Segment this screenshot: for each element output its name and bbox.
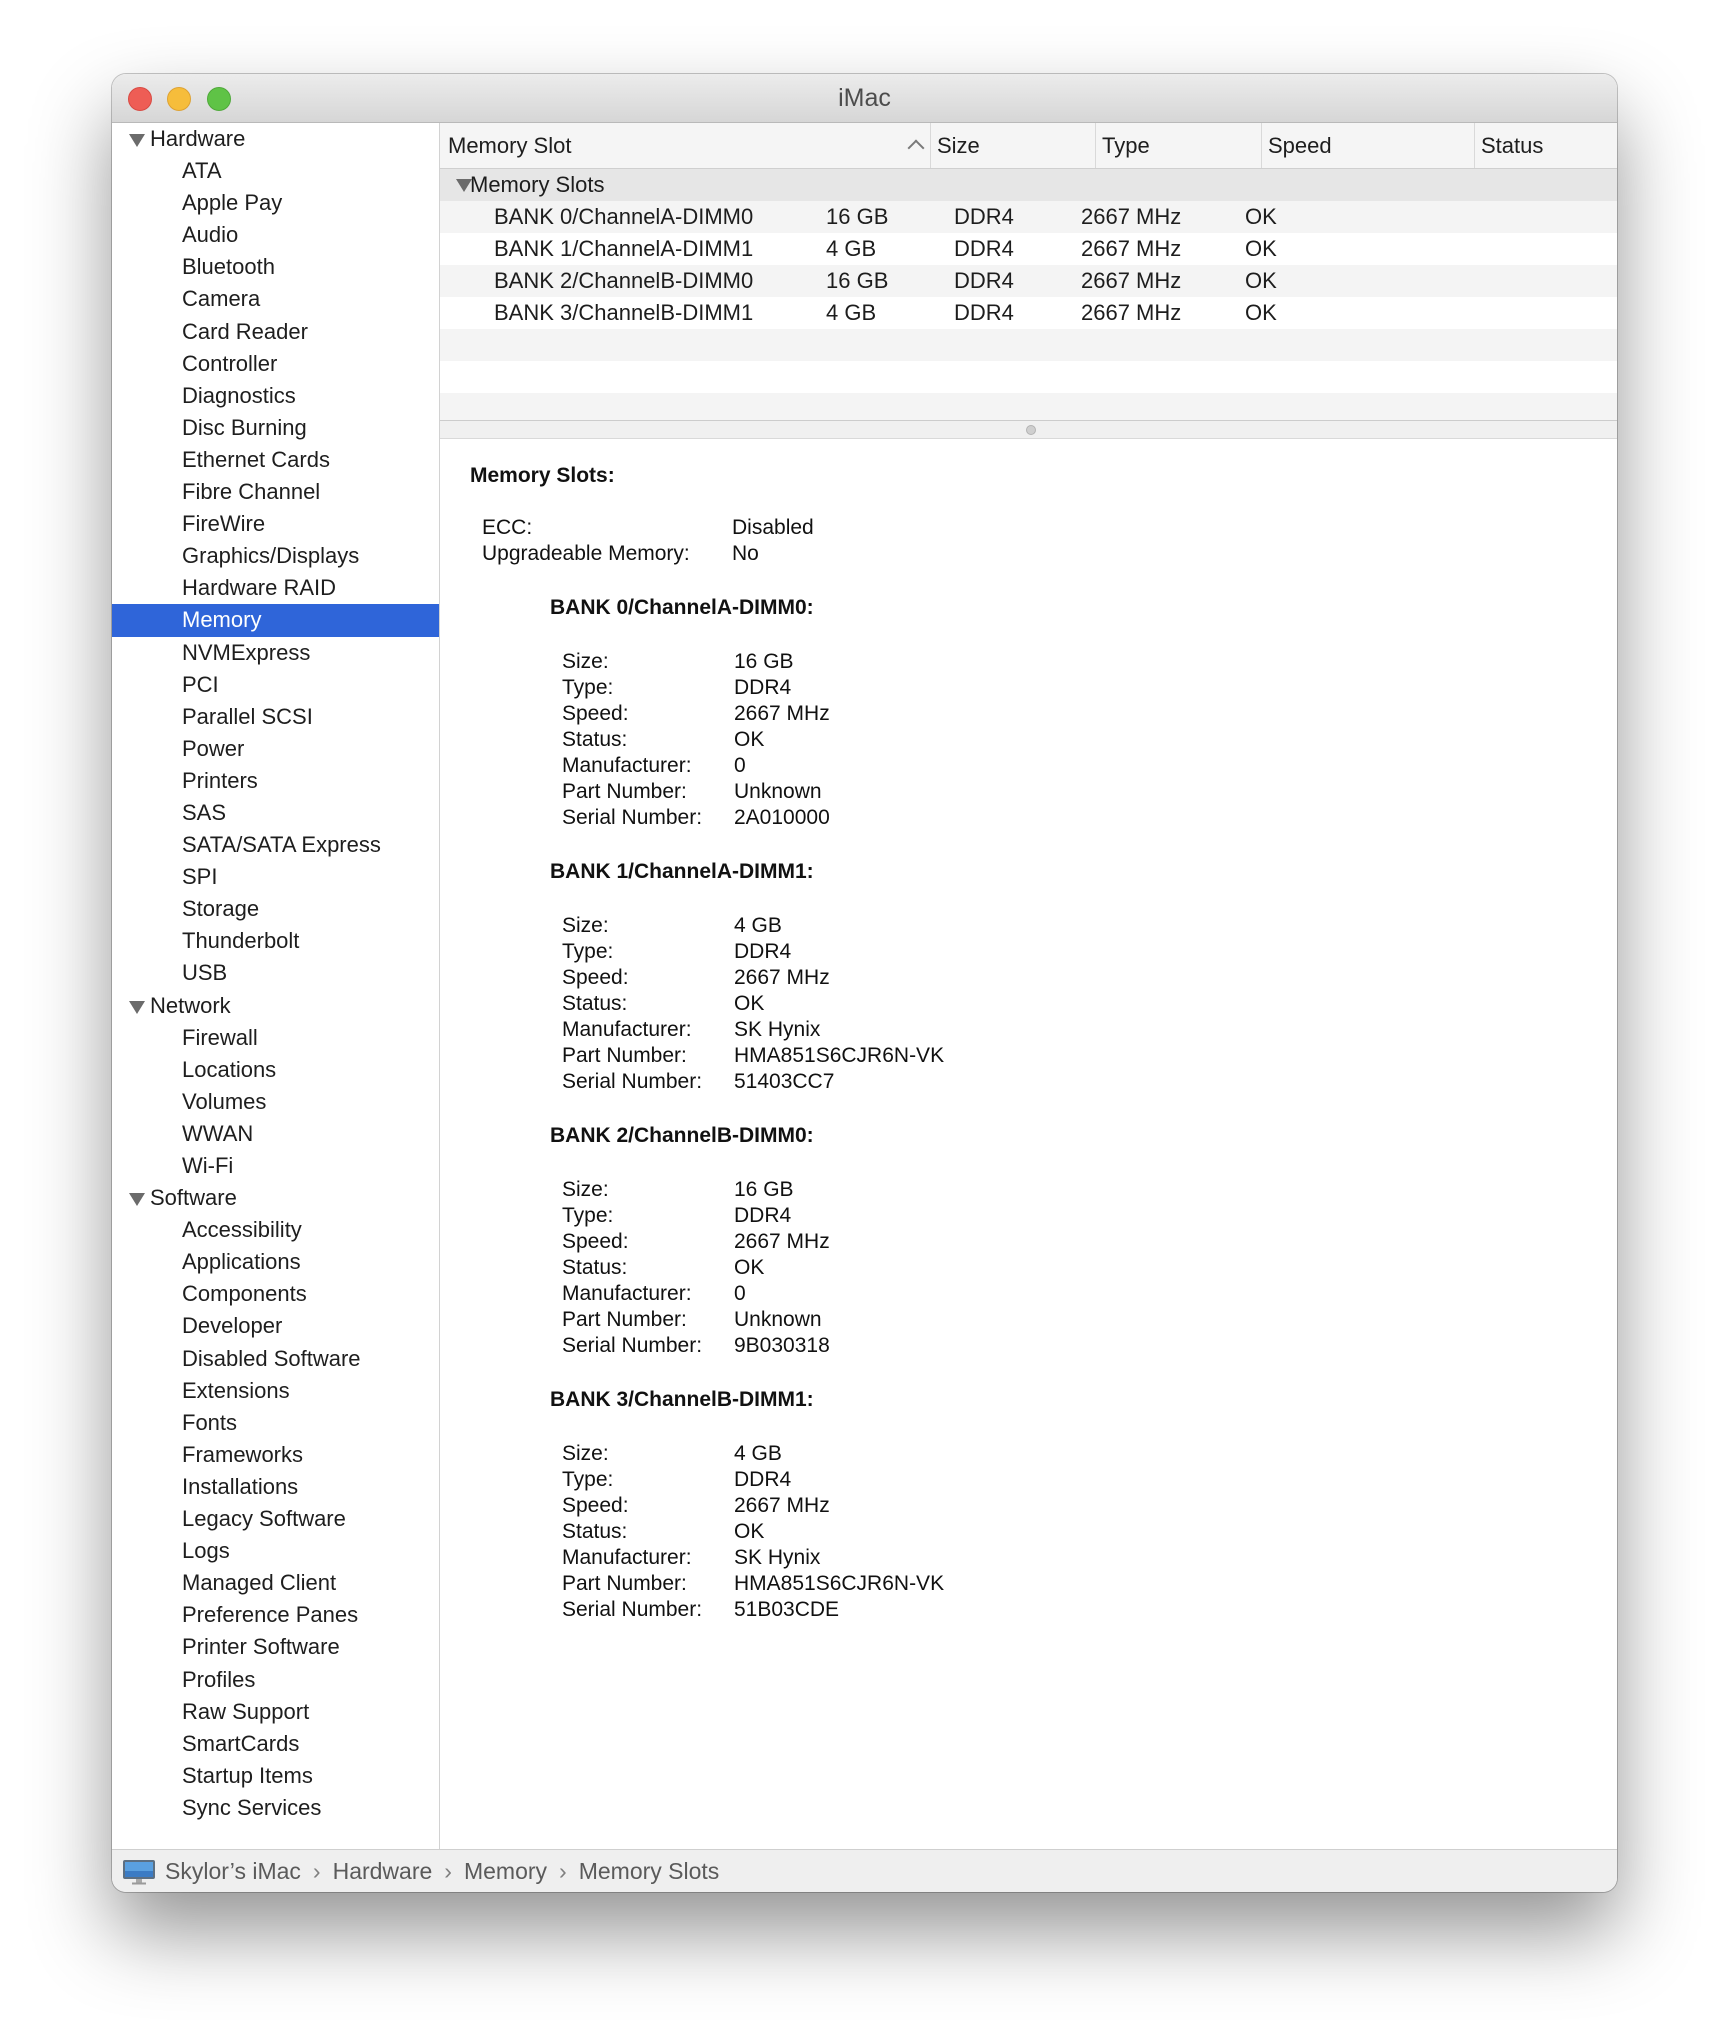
bank-field-value: 2A010000 <box>734 806 830 829</box>
table-cell-speed: 2667 MHz <box>1081 268 1182 293</box>
bank-field-label: Speed: <box>562 1494 629 1517</box>
sidebar-item-firewire[interactable]: FireWire <box>182 511 266 537</box>
summary-value: No <box>732 542 759 565</box>
bank-field-value: 16 GB <box>734 1178 794 1201</box>
window-title: iMac <box>838 84 891 112</box>
table-cell-status: OK <box>1245 268 1277 293</box>
bank-title: BANK 0/ChannelA-DIMM0: <box>550 596 814 619</box>
bank-field-label: Status: <box>562 1256 628 1279</box>
bank-field-label: Speed: <box>562 702 629 725</box>
bank-field-value: 2667 MHz <box>734 702 830 725</box>
sidebar-item-memory[interactable]: Memory <box>112 604 439 636</box>
bank-field-label: Speed: <box>562 1230 629 1253</box>
table-cell-size: 16 GB <box>826 268 889 293</box>
table-cell-type: DDR4 <box>954 300 1014 325</box>
bank-title: BANK 3/ChannelB-DIMM1: <box>550 1388 814 1411</box>
bank-field-value: SK Hynix <box>734 1018 821 1041</box>
bank-field-label: Part Number: <box>562 1572 687 1595</box>
sidebar-item-startup-items[interactable]: Startup Items <box>182 1762 313 1788</box>
content-pane <box>440 123 1617 1849</box>
bank-field-label: Part Number: <box>562 780 687 803</box>
bank-field-value: SK Hynix <box>734 1546 821 1569</box>
sidebar-item-fonts[interactable]: Fonts <box>182 1409 238 1435</box>
sidebar-item-thunderbolt[interactable]: Thunderbolt <box>182 928 300 954</box>
bank-field-label: Part Number: <box>562 1308 687 1331</box>
sidebar-item-power[interactable]: Power <box>182 735 245 761</box>
table-cell-status: OK <box>1245 204 1277 229</box>
breadcrumb-item-memory-slots[interactable]: Memory Slots <box>578 1858 720 1884</box>
sidebar-item-smartcards[interactable]: SmartCards <box>182 1730 300 1756</box>
breadcrumb-bar <box>112 1849 1617 1892</box>
sidebar-item-accessibility[interactable]: Accessibility <box>182 1217 302 1243</box>
bank-field-value: OK <box>734 728 765 751</box>
table-cell-memory-slot: BANK 1/ChannelA-DIMM1 <box>494 236 754 261</box>
bank-title: BANK 1/ChannelA-DIMM1: <box>550 860 814 883</box>
table-cell-memory-slot: BANK 0/ChannelA-DIMM0 <box>494 204 754 229</box>
system-information-window <box>112 74 1617 1892</box>
sidebar-item-locations[interactable]: Locations <box>182 1056 277 1082</box>
sidebar-item-pci[interactable]: PCI <box>182 671 219 697</box>
bank-field-value: 2667 MHz <box>734 966 830 989</box>
detail-view <box>440 439 1617 1849</box>
bank-field-label: Manufacturer: <box>562 754 692 777</box>
table-cell-status: OK <box>1245 236 1277 261</box>
sidebar-group-software[interactable]: Software <box>112 1182 439 1214</box>
bank-field-label: Serial Number: <box>562 806 703 829</box>
sidebar-item-printers[interactable]: Printers <box>182 767 258 793</box>
bank-field-label: Type: <box>562 1204 614 1227</box>
table-cell-memory-slot: BANK 3/ChannelB-DIMM1 <box>494 300 754 325</box>
sidebar-item-developer[interactable]: Developer <box>182 1313 283 1339</box>
bank-field-value: 51403CC7 <box>734 1070 835 1093</box>
bank-field-value: 4 GB <box>734 1442 782 1465</box>
sort-ascending-icon[interactable] <box>908 140 925 157</box>
sidebar-item-card-reader[interactable]: Card Reader <box>182 318 308 344</box>
table-header <box>440 123 1617 169</box>
bank-field-value: 0 <box>734 1282 746 1305</box>
bank-field-label: Manufacturer: <box>562 1282 692 1305</box>
sidebar-item-sas[interactable]: SAS <box>182 799 227 825</box>
bank-field-label: Type: <box>562 676 614 699</box>
bank-field-value: 51B03CDE <box>734 1598 840 1621</box>
title-bar[interactable] <box>112 74 1617 123</box>
bank-field-label: Serial Number: <box>562 1598 703 1621</box>
empty-table-row <box>440 361 1617 393</box>
sidebar-item-firewall[interactable]: Firewall <box>182 1024 258 1050</box>
table-cell-speed: 2667 MHz <box>1081 204 1182 229</box>
sidebar-item-frameworks[interactable]: Frameworks <box>182 1441 304 1467</box>
bank-field-value: 0 <box>734 754 746 777</box>
bank-field-value: OK <box>734 1520 765 1543</box>
table-cell-size: 16 GB <box>826 204 889 229</box>
bank-field-label: Size: <box>562 1178 609 1201</box>
bank-field-value: DDR4 <box>734 1468 792 1491</box>
sidebar-item-camera[interactable]: Camera <box>182 286 261 312</box>
table-cell-type: DDR4 <box>954 268 1014 293</box>
summary-value: Disabled <box>732 516 814 539</box>
bank-field-label: Serial Number: <box>562 1334 703 1357</box>
sidebar-item-controller[interactable]: Controller <box>182 350 278 376</box>
sidebar <box>112 123 440 1849</box>
bank-field-label: Status: <box>562 992 628 1015</box>
table-row[interactable] <box>440 233 1617 265</box>
sidebar-item-wwan[interactable]: WWAN <box>182 1120 254 1146</box>
bank-field-value: DDR4 <box>734 940 792 963</box>
sidebar-item-apple-pay[interactable]: Apple Pay <box>182 190 283 216</box>
detail-title: Memory Slots: <box>470 464 615 487</box>
column-header-speed[interactable]: Speed <box>1261 123 1458 168</box>
sidebar-item-hardware-raid[interactable]: Hardware RAID <box>182 575 337 601</box>
column-header-size[interactable]: Size <box>930 123 1087 168</box>
bank-field-value: DDR4 <box>734 676 792 699</box>
sidebar-item-parallel-scsi[interactable]: Parallel SCSI <box>182 703 313 729</box>
bank-field-value: 2667 MHz <box>734 1230 830 1253</box>
column-header-status[interactable]: Status <box>1474 123 1611 168</box>
sidebar-item-graphics-displays[interactable]: Graphics/Displays <box>182 543 360 569</box>
table-cell-type: DDR4 <box>954 236 1014 261</box>
sidebar-item-spi[interactable]: SPI <box>182 864 218 890</box>
sidebar-item-bluetooth[interactable]: Bluetooth <box>182 254 275 280</box>
bank-field-value: HMA851S6CJR6N-VK <box>734 1044 945 1067</box>
bank-field-label: Size: <box>562 1442 609 1465</box>
disclosure-triangle-icon[interactable] <box>129 134 145 147</box>
sidebar-item-legacy-software[interactable]: Legacy Software <box>182 1506 346 1532</box>
bank-field-value: 9B030318 <box>734 1334 830 1357</box>
bank-field-label: Size: <box>562 650 609 673</box>
sidebar-item-storage[interactable]: Storage <box>182 896 260 922</box>
memory-slot-table <box>440 169 1617 420</box>
sidebar-item-logs[interactable]: Logs <box>182 1538 230 1564</box>
table-cell-status: OK <box>1245 300 1277 325</box>
bank-field-value: OK <box>734 1256 765 1279</box>
column-header-memory-slot[interactable]: Memory Slot <box>448 133 572 158</box>
summary-label: ECC: <box>482 516 533 539</box>
sidebar-item-disabled-software[interactable]: Disabled Software <box>182 1345 361 1371</box>
bank-field-label: Status: <box>562 728 628 751</box>
bank-field-label: Serial Number: <box>562 1070 703 1093</box>
bank-field-label: Type: <box>562 940 614 963</box>
bank-field-value: Unknown <box>734 780 822 803</box>
bank-field-label: Size: <box>562 914 609 937</box>
bank-field-value: 2667 MHz <box>734 1494 830 1517</box>
bank-field-label: Speed: <box>562 966 629 989</box>
sidebar-item-volumes[interactable]: Volumes <box>182 1088 267 1114</box>
sidebar-item-diagnostics[interactable]: Diagnostics <box>182 382 296 408</box>
sidebar-item-managed-client[interactable]: Managed Client <box>182 1570 337 1596</box>
divider-handle-icon[interactable] <box>1026 425 1036 435</box>
sidebar-item-profiles[interactable]: Profiles <box>182 1666 256 1692</box>
table-cell-speed: 2667 MHz <box>1081 236 1182 261</box>
bank-field-label: Manufacturer: <box>562 1018 692 1041</box>
empty-table-row <box>440 329 1617 361</box>
bank-field-value: 16 GB <box>734 650 794 673</box>
sidebar-item-ata[interactable]: ATA <box>182 158 222 184</box>
summary-label: Upgradeable Memory: <box>482 542 690 565</box>
breadcrumb-item-skylor-s-imac[interactable]: Skylor’s iMac <box>165 1858 301 1884</box>
disclosure-triangle-icon[interactable] <box>129 1193 145 1206</box>
sidebar-item-disc-burning[interactable]: Disc Burning <box>182 414 307 440</box>
disclosure-triangle-icon[interactable] <box>129 1001 145 1014</box>
breadcrumb-item-memory[interactable]: Memory <box>463 1858 548 1884</box>
bank-field-value: 4 GB <box>734 914 782 937</box>
table-cell-speed: 2667 MHz <box>1081 300 1182 325</box>
sidebar-item-applications[interactable]: Applications <box>182 1249 301 1275</box>
sidebar-item-sync-services[interactable]: Sync Services <box>182 1794 322 1820</box>
sidebar-item-sata-sata-express[interactable]: SATA/SATA Express <box>182 832 381 858</box>
sidebar-item-wi-fi[interactable]: Wi-Fi <box>182 1153 234 1178</box>
sidebar-item-printer-software[interactable]: Printer Software <box>182 1634 340 1660</box>
table-group-row[interactable] <box>440 169 1617 201</box>
table-group-label: Memory Slots <box>470 172 605 197</box>
bank-field-label: Part Number: <box>562 1044 687 1067</box>
table-cell-memory-slot: BANK 2/ChannelB-DIMM0 <box>494 268 754 293</box>
bank-field-label: Type: <box>562 1468 614 1491</box>
sidebar-item-ethernet-cards[interactable]: Ethernet Cards <box>182 446 330 472</box>
sidebar-item-audio[interactable]: Audio <box>182 222 239 248</box>
bank-title: BANK 2/ChannelB-DIMM0: <box>550 1124 814 1147</box>
table-row[interactable] <box>440 265 1617 297</box>
bank-field-label: Status: <box>562 1520 628 1543</box>
chevron-right-icon: › <box>559 1858 567 1884</box>
sidebar-item-installations[interactable]: Installations <box>182 1473 299 1499</box>
bank-field-value: HMA851S6CJR6N-VK <box>734 1572 945 1595</box>
chevron-right-icon: › <box>444 1858 452 1884</box>
breadcrumb-item-hardware[interactable]: Hardware <box>332 1858 433 1884</box>
sidebar-group-hardware[interactable]: Hardware <box>112 123 439 155</box>
table-cell-type: DDR4 <box>954 204 1014 229</box>
sidebar-item-raw-support[interactable]: Raw Support <box>182 1698 310 1724</box>
split-view-divider[interactable] <box>440 420 1617 439</box>
bank-field-label: Manufacturer: <box>562 1546 692 1569</box>
bank-field-value: OK <box>734 992 765 1015</box>
imac-icon <box>122 1859 156 1885</box>
breadcrumb <box>165 1850 719 1892</box>
sidebar-item-extensions[interactable]: Extensions <box>182 1377 290 1403</box>
bank-field-value: DDR4 <box>734 1204 792 1227</box>
column-header-type[interactable]: Type <box>1095 123 1252 168</box>
sidebar-item-preference-panes[interactable]: Preference Panes <box>182 1602 359 1628</box>
chevron-right-icon: › <box>312 1858 321 1884</box>
table-cell-size: 4 GB <box>826 236 877 261</box>
table-row[interactable] <box>440 297 1617 329</box>
sidebar-item-components[interactable]: Components <box>182 1281 307 1307</box>
bank-field-value: Unknown <box>734 1308 822 1331</box>
sidebar-group-network[interactable]: Network <box>112 990 439 1022</box>
sidebar-item-usb[interactable]: USB <box>182 960 228 986</box>
sidebar-item-fibre-channel[interactable]: Fibre Channel <box>182 479 321 505</box>
table-row[interactable] <box>440 201 1617 233</box>
sidebar-item-nvmexpress[interactable]: NVMExpress <box>182 639 311 665</box>
table-cell-size: 4 GB <box>826 300 877 325</box>
